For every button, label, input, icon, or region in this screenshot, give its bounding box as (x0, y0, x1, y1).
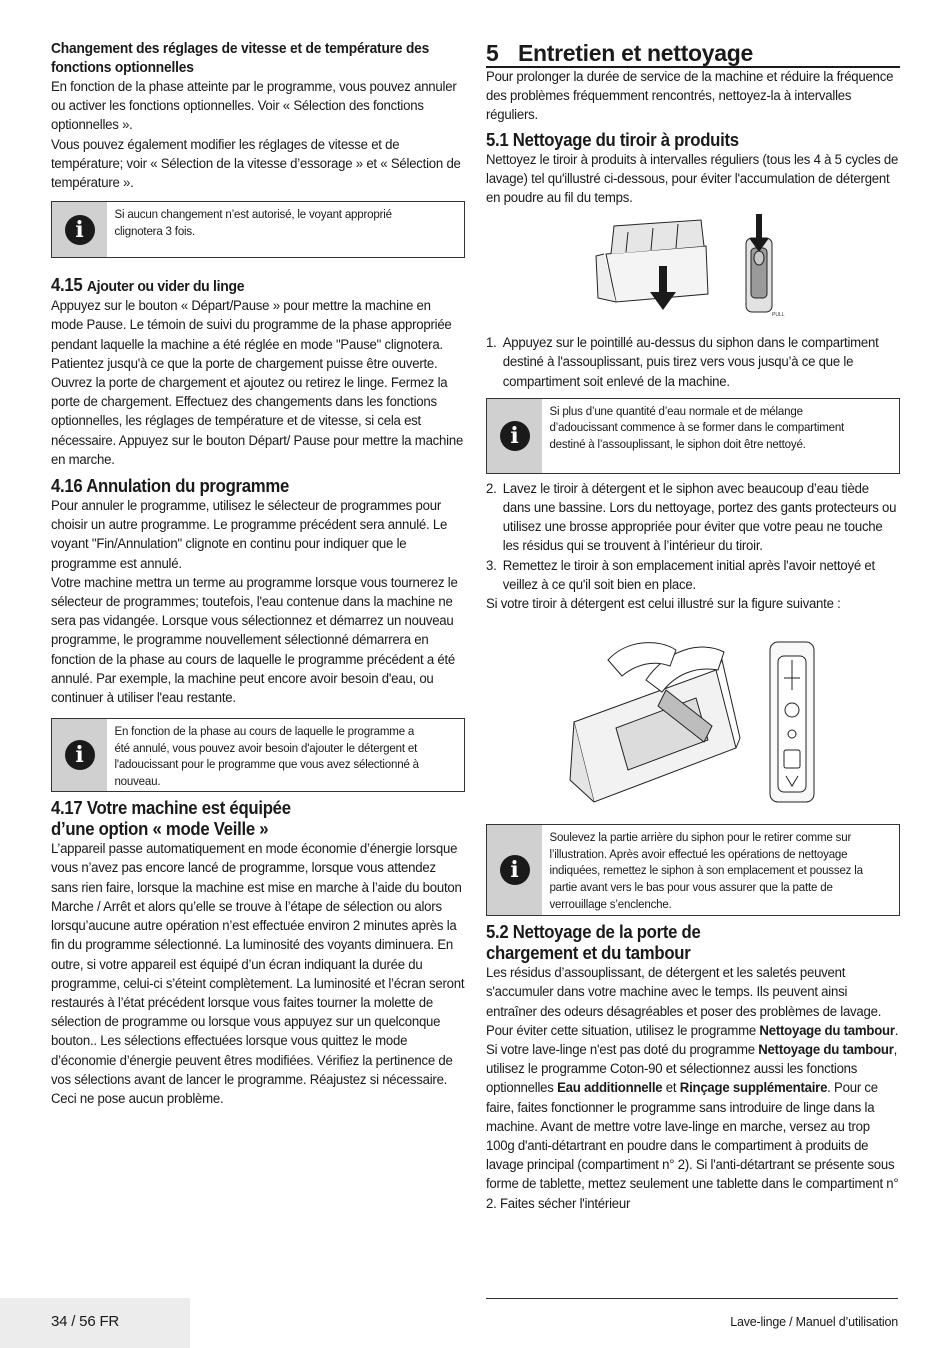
siphon-label: PULL (772, 312, 785, 319)
info-note-text: Si plus d’une quantité d’eau normale et de mélange d’adoucissant commence à se former dans le compartiment destiné à l’assouplissant, le siphon doit être nettoyé. (549, 403, 845, 452)
section-title-text: Ajouter ou vider du linge (86, 278, 245, 296)
section-title-line-1: 4.17 Votre machine est équipée (51, 798, 291, 819)
info-icon: i (500, 855, 530, 885)
paragraph (51, 840, 465, 1109)
steps-list (486, 480, 900, 614)
info-icon-cell (487, 825, 542, 915)
step-number: 3. (486, 557, 497, 574)
section-number: 4.15 (51, 275, 83, 296)
text-run: et (662, 1080, 680, 1097)
step-text: Appuyez sur le pointillé au-dessus du siphon dans le compartiment destiné à l'assouplissant, puis tirez vers vous jusqu’à ce que le compartiment soit enlevé de la machine. (502, 335, 879, 390)
siphon-lift-illustration (486, 630, 900, 810)
section-title-4-15 (51, 275, 465, 297)
section-title-4-16: 4.16 Annulation du programme (51, 476, 290, 497)
info-note-text: Soulevez la partie arrière du siphon pour le retirer comme sur l’illustration. Après avoir effectué les opérations de nettoyage indiquées, remettez le siphon à son emplacement et poussez la partie avant vers le bas pour vous assurer que la patte de verrouillage s’enclenche. (549, 830, 863, 911)
paragraph (486, 151, 900, 209)
section-title-5-1: 5.1 Nettoyage du tiroir à produits (486, 129, 739, 150)
step-number: 2. (486, 480, 497, 497)
section-title-5-2 (486, 922, 900, 964)
standby-paragraph: L’appareil passe automatiquement en mode économie d’énergie lorsque vous n’avez pas encore lancé de programme, lorsque vous attendez sans rien faire, lorsque la machine est mise en marche à l’aide du bouton Marche / Arrêt et alors qu’elle se trouve à l’étape de sélection ou alors lorsqu’aucune autre opération n’est effectuée environ 2 minutes après la fin du programme sélectionné. La luminosité des voyants diminuera. En outre, si votre appareil est équipé d’un écran indiquant la durée du programme, celui-ci s’éteint complètement. La luminosité et l’écran seront restaurés à l’état précédent lorsque vous faites tourner la molette de sélection de programme ou lorsque vous appuyez sur un quelconque bouton.. Les sélections effectuées lorsque vous quittez le mode d’économie d’énergie peuvent êtres modifiées. Vérifiez la pertinence de vos sélections avant de lancer le programme. Réajustez si nécessaire. Ceci ne pose aucun problème. (51, 841, 465, 1107)
info-icon-cell (487, 399, 542, 473)
right-column (486, 40, 900, 1214)
text-run: . Pour ce faire, faites fonctionner le programme sans introduire de linge dans la machine. Avant de mettre votre lave-linge en marche, versez au trop 100g d'anti-détartrant en poudre dans le compartiment à produits de lavage principal (compartiment n° 2). Si l'anti-détartrant se présente sous forme de tablette, mettez seulement une tablette dans le compartiment n° 2. Faites sécher l'intérieur (486, 1080, 899, 1212)
chapter-number: 5 (486, 40, 499, 66)
step-text: Remettez le tiroir à son emplacement initial après l'avoir nettoyé et veillez à ce qu'il soit bien en place. (502, 557, 875, 593)
info-note (486, 398, 900, 474)
paragraph (486, 68, 900, 126)
chapter-intro: Pour prolonger la durée de service de la machine et réduire la fréquence des problèmes fréquemment rencontrés, nettoyez-la à intervalles réguliers. (486, 69, 894, 124)
chapter-title (486, 40, 900, 68)
step-2 (486, 480, 900, 557)
siphon-part (770, 642, 814, 802)
paragraph (486, 964, 900, 1214)
step-text: Lavez le tiroir à détergent et le siphon avec beaucoup d’eau tiède dans une bassine. Lors du nettoyage, portez des gants protecteurs ou utilisez une brosse appropriée pour éviter que votre peau ne touche les résidus qui se trouvent à l’intérieur du tiroir. (502, 480, 897, 555)
steps-list (486, 334, 900, 392)
drawer-removal-illustration (486, 214, 900, 326)
step-number: 1. (486, 335, 497, 352)
add-laundry-paragraph: Appuyez sur le bouton « Départ/Pause » pour mettre la machine en mode Pause. Le témoin de suivi du programme de la phase appropriée pendant laquelle la machine a été réglée en mode "Pause" clignotera. Patientez jusqu'à ce que la porte de chargement puisse être ouverte. Ouvrez la porte de chargement et ajoutez ou retirez le linge. Fermez la porte de chargement. Effectuez des changements dans les fonctions optionnelles, les réglages de température et de vitesse, si cela est nécessaire. Appuyez sur le bouton Départ/ Pause pour mettre la machine en marche. (51, 298, 464, 468)
text-run: . Si votre lave-linge n'est pas doté du programme (486, 1022, 899, 1059)
section-title-speed-temp: Changement des réglages de vitesse et de température des fonctions optionnelles (51, 41, 430, 76)
option-name: Rinçage supplémentaire (679, 1080, 828, 1097)
info-icon: i (500, 421, 530, 451)
option-name: Eau additionnelle (557, 1080, 663, 1097)
cancel-paragraph-2: Votre machine mettra un terme au programme lorsque vous tournerez le sélecteur de programmes; toutefois, l'eau contenue dans la machine ne sera pas vidangée. Lorsque vous sélectionnez et démarrez un nouveau programme, le programme nouvellement sélectionné démarrera en fonction de la phase au cours de laquelle le programme précédent a été annulé. Par exemple, la machine peut encore avoir besoin d'eau, ou continuer à utiliser l'eau restante. (51, 574, 458, 707)
info-icon-cell (52, 719, 107, 791)
drawer-variant-paragraph: Si votre tiroir à détergent est celui illustré sur la figure suivante : (486, 596, 841, 613)
text-run: , utilisez le programme Coton-90 et sélectionnez aussi les fonctions optionnelles (486, 1042, 898, 1097)
chapter-title-text: Entretien et nettoyage (518, 40, 753, 66)
info-note (486, 824, 900, 916)
speed-paragraph-2: Vous pouvez également modifier les réglages de vitesse et de température; voir « Sélection de la vitesse d’essorage » et « Sélection de température ». (51, 136, 461, 192)
page-number: 34 / 56 FR (51, 1313, 120, 1330)
drum-cleaning-paragraph (486, 964, 900, 1214)
section-title-4-17 (51, 798, 465, 840)
info-note (51, 201, 465, 258)
footer-divider (486, 1298, 898, 1299)
left-column (51, 40, 465, 1109)
section-title-line-2: chargement et du tambour (486, 943, 691, 964)
speed-paragraph-1: En fonction de la phase atteinte par le programme, vous pouvez annuler ou activer les fonctions optionnelles. Voir « Sélection des fonctions optionnelles ». (51, 79, 457, 134)
info-note (51, 718, 465, 792)
info-icon-cell (52, 202, 107, 257)
step-1 (486, 334, 900, 392)
info-note-text: Si aucun changement n’est autorisé, le voyant approprié clignotera 3 fois. (114, 207, 392, 238)
step-3 (486, 557, 900, 595)
info-note-text: En fonction de la phase au cours de laquelle le programme a été annulé, vous pouvez avoir besoin d'ajouter le détergent et l'adoucissant pour le programme que vous avez sélectionné à nouveau. (114, 724, 419, 789)
drawer-intro: Nettoyez le tiroir à produits à intervalles réguliers (tous les 4 à 5 cycles de lavage) tel qu'illustré ci-dessous, pour éviter l'accumulation de détergent en poudre au fil du temps. (486, 151, 899, 207)
paragraph (51, 78, 465, 193)
manual-title: Lave-linge / Manuel d’utilisation (730, 1315, 898, 1329)
cancel-paragraph-1: Pour annuler le programme, utilisez le sélecteur de programmes pour choisir un autre programme. Le programme précédent sera annulé. Le voyant "Fin/Annulation" clignote en continu pour indiquer que le programme est annulé. (51, 498, 448, 572)
paragraph (51, 497, 465, 708)
text-run: Les résidus d’assouplissant, de détergent et les saletés peuvent s'accumuler dans votre machine avec le temps. Ils peuvent ainsi entraîner des odeurs désagréables et poser des problèmes de lavage. Pour éviter cette situation, utilisez le programme (486, 965, 882, 1039)
paragraph (51, 297, 465, 470)
program-name: Nettoyage du tambour (759, 1022, 895, 1039)
section-title-line-2: d’une option « mode Veille » (51, 819, 269, 840)
info-icon: i (65, 740, 95, 770)
info-icon: i (65, 215, 95, 245)
section-title-line-1: 5.2 Nettoyage de la porte de (486, 922, 701, 943)
program-name: Nettoyage du tambour (758, 1042, 894, 1059)
